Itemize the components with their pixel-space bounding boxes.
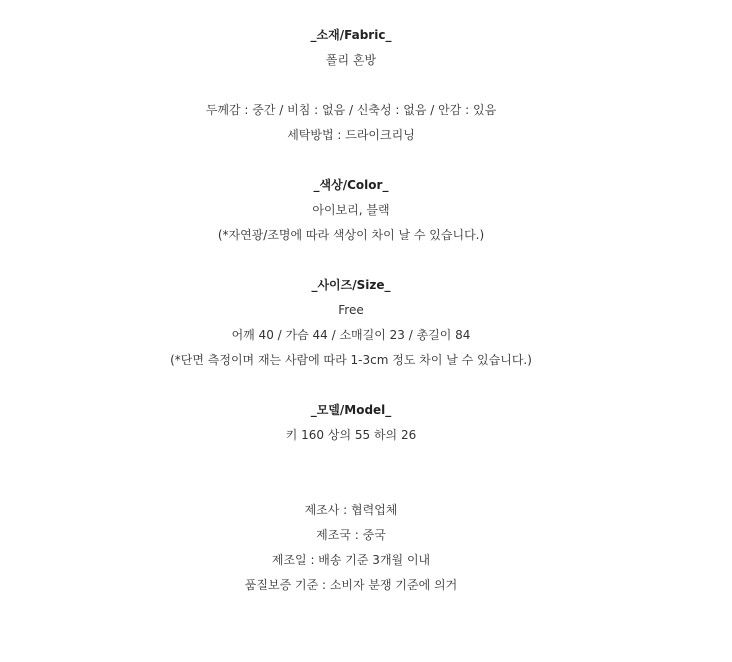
color-note: (*자연광/조명에 따라 색상이 차이 날 수 있습니다.) bbox=[217, 228, 485, 242]
size-note: (*단면 측정이며 재는 사람에 따라 1-3cm 정도 차이 날 수 있습니다.) bbox=[170, 353, 532, 367]
model-heading: _모델/Model_ bbox=[310, 403, 392, 417]
manufacturer: 제조사 : 협력업체 bbox=[304, 503, 398, 517]
model-info: 키 160 상의 55 하의 26 bbox=[285, 428, 417, 442]
manufacture-date: 제조일 : 배송 기준 3개월 이내 bbox=[271, 553, 431, 567]
country-of-manufacture: 제조국 : 중국 bbox=[316, 528, 386, 542]
color-options: 아이보리, 블랙 bbox=[312, 203, 390, 217]
washing-method: 세탁방법 : 드라이크리닝 bbox=[287, 128, 415, 142]
size-heading: _사이즈/Size_ bbox=[311, 278, 391, 292]
thickness-sheer-stretch-lining: 두께감 : 중간 / 비침 : 없음 / 신축성 : 없음 / 안감 : 있음 bbox=[205, 103, 497, 117]
color-heading: _색상/Color_ bbox=[313, 178, 389, 192]
fabric-value: 폴리 혼방 bbox=[325, 53, 377, 67]
size-measurements: 어깨 40 / 가슴 44 / 소매길이 23 / 총길이 84 bbox=[231, 328, 471, 342]
quality-guarantee: 품질보증 기준 : 소비자 분쟁 기준에 의거 bbox=[244, 578, 458, 592]
fabric-heading: _소재/Fabric_ bbox=[310, 28, 392, 42]
size-value: Free bbox=[338, 303, 364, 317]
